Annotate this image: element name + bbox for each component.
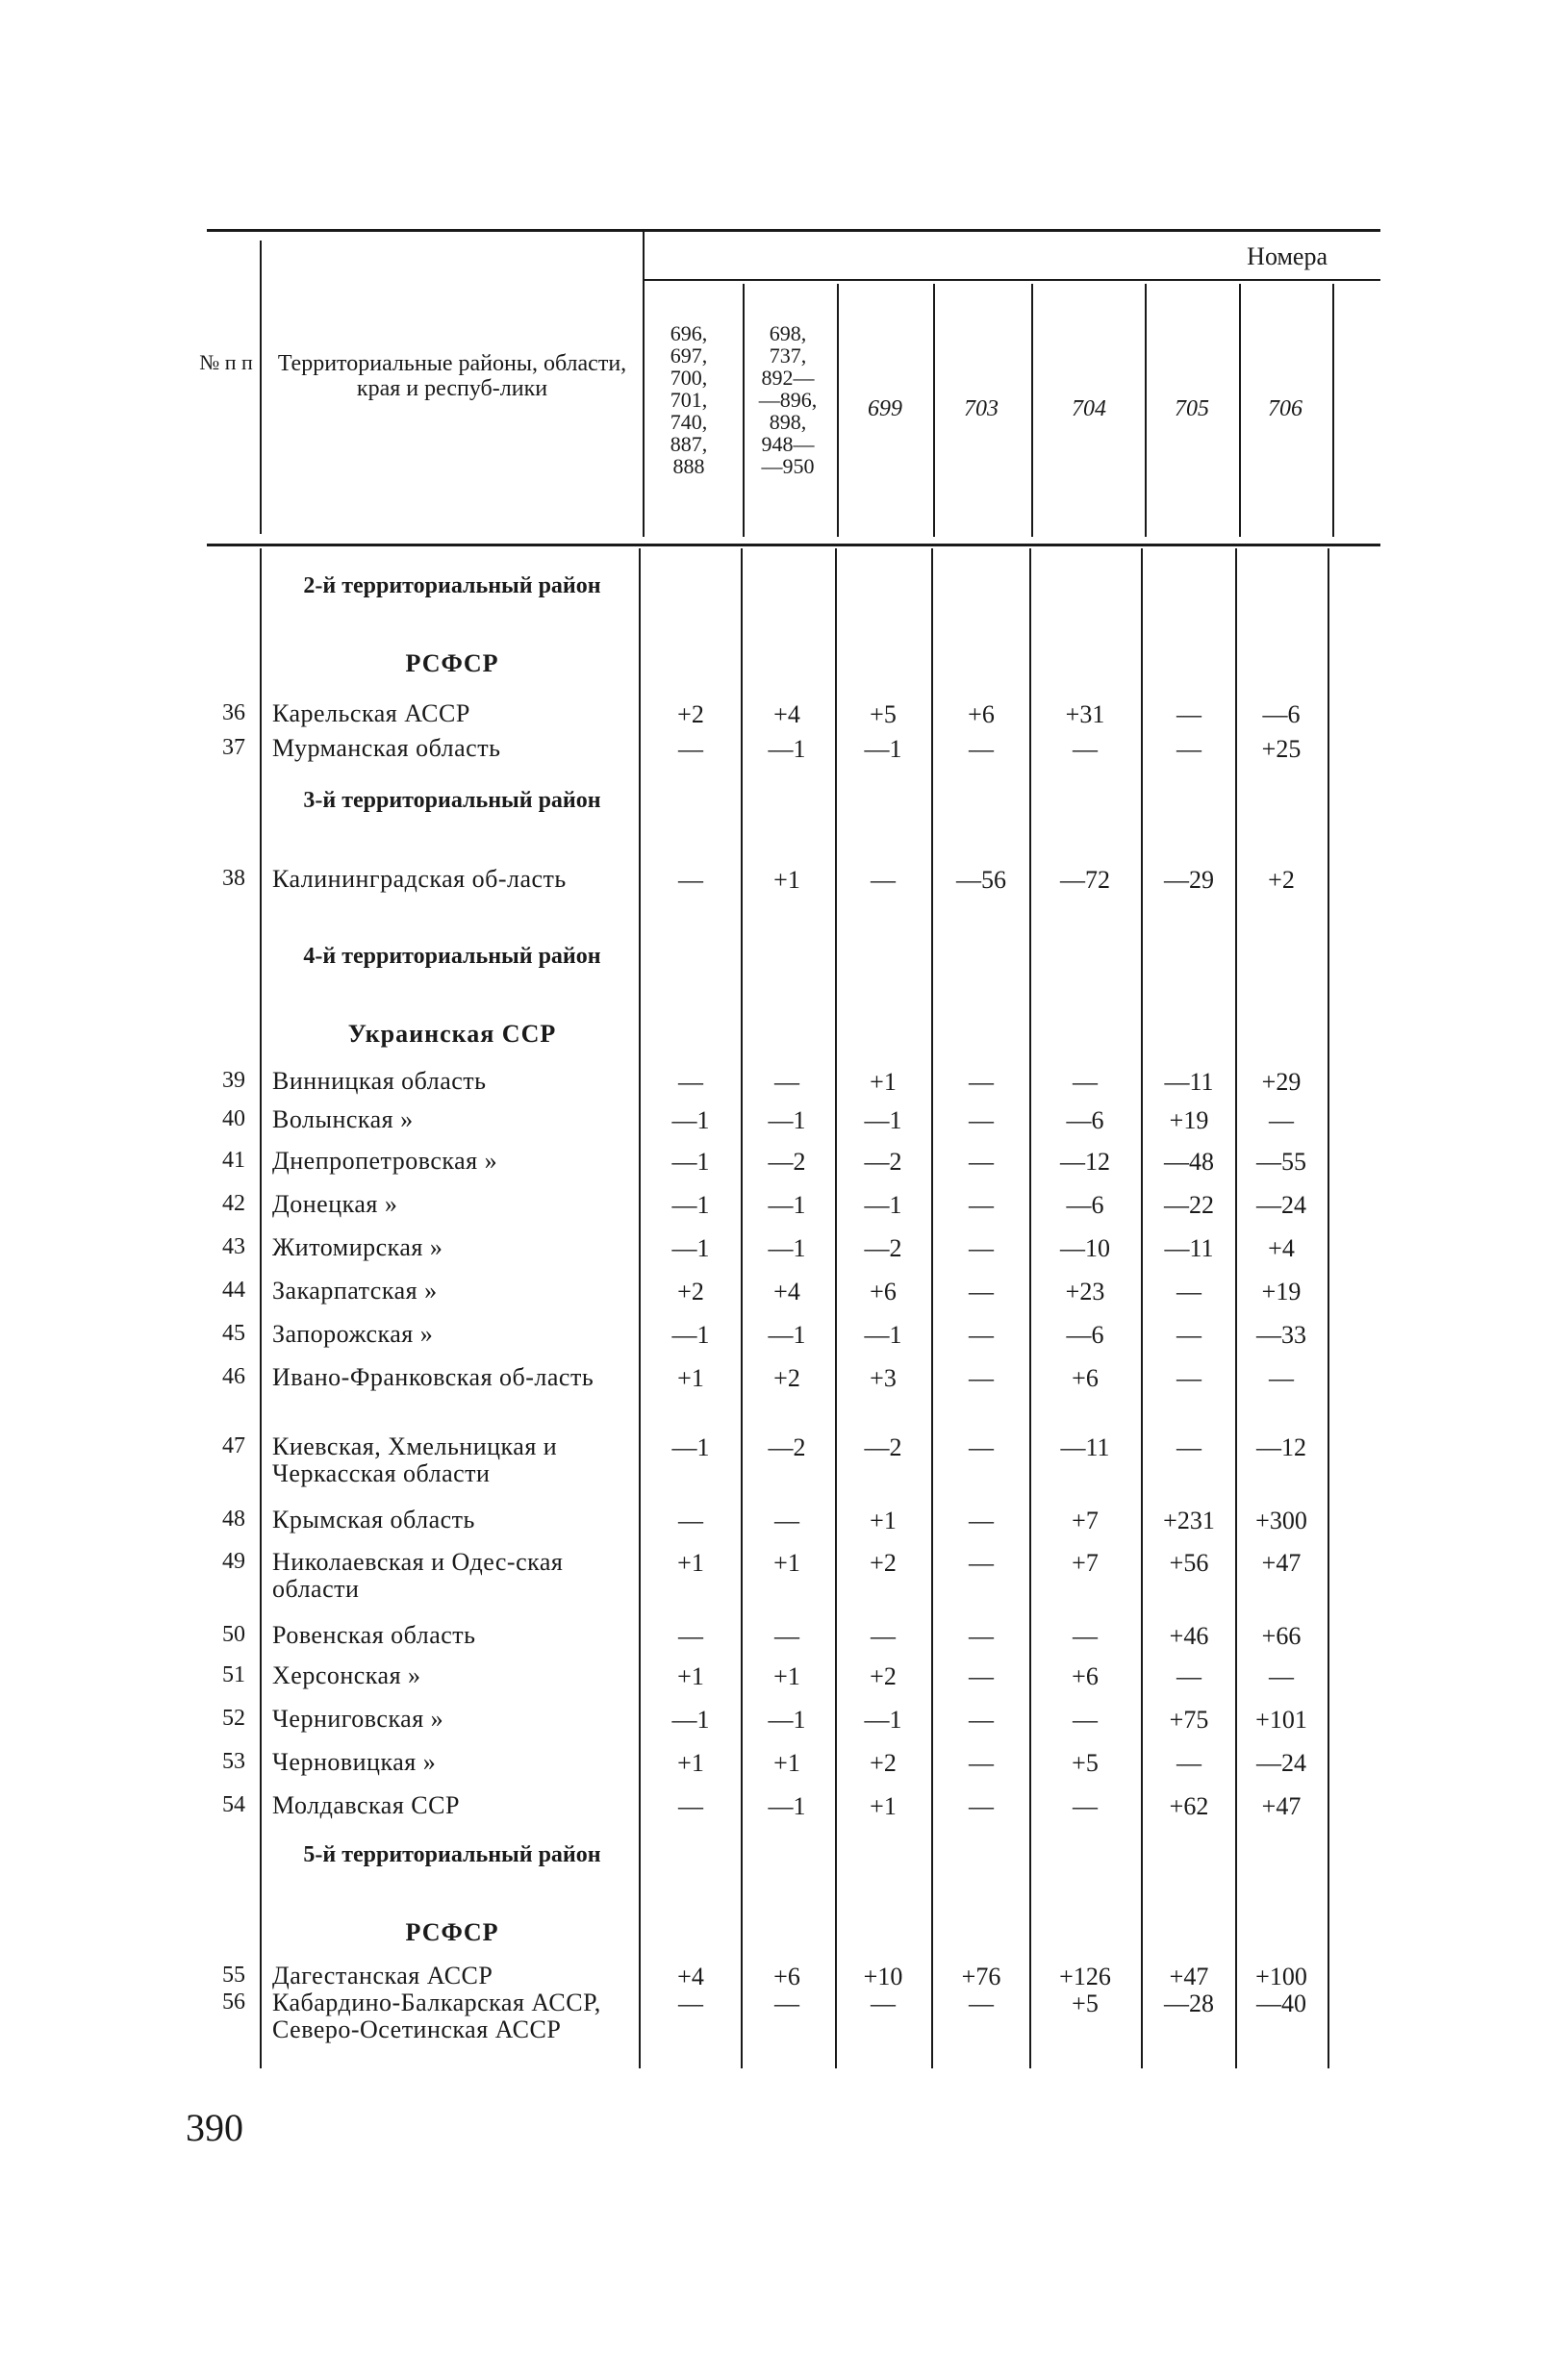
row-number: 42: [222, 1191, 245, 1216]
table-cell: —28: [1164, 1990, 1214, 2017]
table-cell: +23: [1065, 1278, 1105, 1305]
header-bottom-rule: [207, 544, 1380, 546]
table-cell: —: [969, 1433, 994, 1461]
table-cell: —: [1073, 735, 1098, 763]
row-number: 46: [222, 1364, 245, 1389]
group-header-rule: [645, 279, 1380, 281]
table-cell: —: [1176, 700, 1201, 728]
table-cell: —: [1269, 1364, 1294, 1392]
table-cell: —22: [1164, 1191, 1214, 1219]
table-cell: —1: [864, 1321, 902, 1349]
table-cell: +1: [870, 1792, 897, 1820]
table-cell: —6: [1262, 700, 1301, 728]
col-sep-4: [1031, 284, 1033, 537]
table-top-rule: [207, 229, 1380, 232]
group-header-label: Номера: [1247, 242, 1328, 270]
table-cell: +2: [677, 1278, 704, 1305]
table-cell: +126: [1059, 1963, 1111, 1990]
row-territory-name: Молдавская ССР: [272, 1791, 460, 1819]
row-number: 51: [222, 1662, 245, 1687]
table-cell: —: [969, 1549, 994, 1577]
col-sep-2: [837, 284, 839, 537]
body-sep-1: [741, 548, 743, 2068]
table-cell: +19: [1261, 1278, 1302, 1305]
table-cell: —: [678, 866, 703, 894]
table-cell: —: [678, 1990, 703, 2017]
table-cell: —2: [864, 1234, 902, 1262]
table-cell: —1: [768, 1706, 806, 1734]
row-number: 53: [222, 1749, 245, 1774]
section-sub-5: РСФСР: [405, 1918, 499, 1946]
table-cell: +7: [1072, 1507, 1099, 1534]
row-number: 43: [222, 1234, 245, 1259]
row-territory-name: Житомирская »: [272, 1233, 443, 1261]
table-cell: +2: [870, 1749, 897, 1777]
table-cell: +3: [870, 1364, 897, 1392]
row-territory-name: Дагестанская АССР: [272, 1962, 493, 1990]
table-cell: —: [871, 1990, 896, 2017]
page-number: 390: [186, 2106, 243, 2149]
table-cell: +4: [773, 1278, 800, 1305]
table-cell: +6: [773, 1963, 800, 1990]
table-cell: +1: [677, 1364, 704, 1392]
table-cell: —24: [1256, 1749, 1306, 1777]
row-number: 44: [222, 1278, 245, 1303]
column-header-4: 703: [964, 396, 999, 421]
row-territory-name: Крымская область: [272, 1506, 475, 1533]
table-cell: +2: [773, 1364, 800, 1392]
table-cell: —6: [1066, 1321, 1104, 1349]
body-sep-2: [835, 548, 837, 2068]
row-number: 56: [222, 1990, 245, 2015]
table-cell: +4: [773, 700, 800, 728]
table-cell: +4: [677, 1963, 704, 1990]
column-header-3: 699: [868, 396, 902, 421]
row-territory-name: Кабардино-Балкарская АССР, Северо-Осетинская АССР: [272, 1989, 601, 2043]
table-cell: +31: [1065, 700, 1105, 728]
table-cell: —: [678, 1507, 703, 1534]
row-territory-name: Винницкая область: [272, 1067, 487, 1095]
row-number: 50: [222, 1622, 245, 1647]
table-cell: —: [969, 1662, 994, 1690]
col-sep-6: [1239, 284, 1241, 537]
table-cell: —40: [1256, 1990, 1306, 2017]
table-cell: +47: [1261, 1792, 1302, 1820]
table-cell: +47: [1261, 1549, 1302, 1577]
table-cell: —: [1176, 1749, 1201, 1777]
body-sep-5: [1141, 548, 1143, 2068]
table-cell: +100: [1255, 1963, 1307, 1990]
col-sep-1: [743, 284, 745, 537]
row-territory-name: Днепропетровская »: [272, 1147, 498, 1175]
table-cell: +1: [773, 1662, 800, 1690]
table-cell: +1: [870, 1507, 897, 1534]
table-cell: —1: [671, 1321, 710, 1349]
table-cell: +5: [1072, 1749, 1099, 1777]
row-number: 36: [222, 700, 245, 725]
row-number: 40: [222, 1106, 245, 1131]
col-sep-7: [1332, 284, 1334, 537]
table-cell: +1: [677, 1662, 704, 1690]
row-territory-name: Херсонская »: [272, 1661, 421, 1689]
table-cell: +1: [677, 1549, 704, 1577]
table-cell: —6: [1066, 1191, 1104, 1219]
table-cell: —: [1269, 1662, 1294, 1690]
table-cell: +6: [1072, 1662, 1099, 1690]
body-sep-terr: [639, 548, 641, 2068]
table-cell: —1: [768, 1321, 806, 1349]
col-sep-terr: [643, 231, 645, 537]
table-cell: —: [969, 1106, 994, 1134]
table-cell: —1: [864, 735, 902, 763]
row-territory-name: Запорожская »: [272, 1320, 434, 1348]
table-cell: +25: [1261, 735, 1302, 763]
table-cell: —1: [671, 1106, 710, 1134]
table-cell: —11: [1060, 1433, 1110, 1461]
table-cell: —1: [671, 1191, 710, 1219]
row-number: 52: [222, 1706, 245, 1731]
table-cell: —1: [671, 1706, 710, 1734]
table-cell: +101: [1255, 1706, 1307, 1734]
table-cell: —: [871, 866, 896, 894]
table-cell: +6: [1072, 1364, 1099, 1392]
row-territory-name: Донецкая »: [272, 1190, 398, 1218]
table-cell: —1: [671, 1433, 710, 1461]
row-territory-name: Ивано-Франковская об-ласть: [272, 1363, 594, 1391]
table-cell: —6: [1066, 1106, 1104, 1134]
table-cell: +1: [773, 1549, 800, 1577]
table-cell: —: [1176, 1662, 1201, 1690]
table-cell: —72: [1060, 866, 1110, 894]
table-cell: —: [969, 1148, 994, 1176]
row-number: 41: [222, 1148, 245, 1173]
column-header-5: 704: [1072, 396, 1106, 421]
table-cell: —: [1073, 1792, 1098, 1820]
table-cell: —: [774, 1990, 799, 2017]
section-title-3: 3-й территориальный район: [303, 788, 601, 813]
table-cell: +4: [1268, 1234, 1295, 1262]
row-territory-name: Закарпатская »: [272, 1277, 438, 1305]
table-cell: —: [774, 1507, 799, 1534]
table-cell: —: [969, 1990, 994, 2017]
column-header-7: 706: [1268, 396, 1302, 421]
table-cell: —: [969, 1234, 994, 1262]
table-cell: +6: [968, 700, 995, 728]
row-number: 37: [222, 735, 245, 760]
row-territory-name: Черниговская »: [272, 1705, 444, 1733]
table-cell: —: [1176, 1433, 1201, 1461]
row-territory-name: Мурманская область: [272, 734, 501, 762]
body-sep-6: [1235, 548, 1237, 2068]
table-cell: —: [969, 1706, 994, 1734]
table-cell: +76: [961, 1963, 1001, 1990]
table-cell: —: [871, 1622, 896, 1650]
row-territory-name: Николаевская и Одес-ская области: [272, 1548, 564, 1603]
row-territory-name: Карельская АССР: [272, 699, 470, 727]
section-sub-4: Украинская ССР: [347, 1020, 557, 1048]
table-cell: —: [969, 1792, 994, 1820]
table-cell: —: [678, 1792, 703, 1820]
table-cell: +2: [870, 1549, 897, 1577]
section-title-2: 2-й территориальный район: [303, 573, 601, 598]
column-header-1: 696, 697, 700, 701, 740, 887, 888: [670, 321, 708, 478]
table-cell: —: [678, 1068, 703, 1096]
table-cell: —1: [671, 1234, 710, 1262]
row-territory-name: Черновицкая »: [272, 1748, 437, 1776]
table-cell: —: [678, 1622, 703, 1650]
table-cell: —2: [768, 1433, 806, 1461]
table-cell: —: [969, 1068, 994, 1096]
table-cell: —: [969, 1191, 994, 1219]
table-cell: —11: [1164, 1068, 1214, 1096]
table-cell: —56: [956, 866, 1006, 894]
table-cell: —1: [768, 1792, 806, 1820]
col-sep-3: [933, 284, 935, 537]
table-cell: —: [969, 1622, 994, 1650]
table-cell: +2: [1268, 866, 1295, 894]
body-sep-7: [1328, 548, 1329, 2068]
table-cell: —: [1176, 1321, 1201, 1349]
body-sep-3: [931, 548, 933, 2068]
table-cell: —12: [1256, 1433, 1306, 1461]
table-cell: +19: [1169, 1106, 1209, 1134]
column-header-6: 705: [1175, 396, 1209, 421]
table-cell: —: [1269, 1106, 1294, 1134]
row-number: 48: [222, 1507, 245, 1532]
body-sep-4: [1029, 548, 1031, 2068]
row-number: 54: [222, 1792, 245, 1817]
table-cell: —1: [671, 1148, 710, 1176]
row-territory-name: Ровенская область: [272, 1621, 476, 1649]
row-number: 38: [222, 866, 245, 891]
body-sep-num: [260, 548, 262, 2068]
table-cell: —12: [1060, 1148, 1110, 1176]
table-cell: —2: [864, 1148, 902, 1176]
table-cell: +1: [773, 1749, 800, 1777]
table-cell: —1: [864, 1106, 902, 1134]
table-cell: +5: [1072, 1990, 1099, 2017]
table-cell: +46: [1169, 1622, 1209, 1650]
section-sub-2: РСФСР: [405, 649, 499, 677]
table-cell: +1: [870, 1068, 897, 1096]
table-cell: —: [969, 735, 994, 763]
table-cell: —: [678, 735, 703, 763]
table-cell: —: [969, 1364, 994, 1392]
col-sep-num: [260, 241, 262, 534]
table-cell: —2: [864, 1433, 902, 1461]
territory-header: Территориальные районы, области, края и респуб-лики: [277, 351, 627, 401]
table-cell: +5: [870, 700, 897, 728]
table-cell: —: [1073, 1706, 1098, 1734]
table-cell: —: [969, 1507, 994, 1534]
table-cell: —: [1176, 735, 1201, 763]
table-cell: —1: [768, 1191, 806, 1219]
table-cell: —10: [1060, 1234, 1110, 1262]
row-number: 39: [222, 1068, 245, 1093]
table-cell: +6: [870, 1278, 897, 1305]
table-cell: +75: [1169, 1706, 1209, 1734]
table-cell: +10: [863, 1963, 903, 1990]
table-cell: —33: [1256, 1321, 1306, 1349]
table-cell: +231: [1163, 1507, 1215, 1534]
table-cell: +1: [677, 1749, 704, 1777]
section-title-4: 4-й территориальный район: [303, 944, 601, 969]
table-cell: +1: [773, 866, 800, 894]
table-cell: —1: [864, 1191, 902, 1219]
row-number: 55: [222, 1963, 245, 1988]
table-cell: —2: [768, 1148, 806, 1176]
table-cell: —: [969, 1749, 994, 1777]
column-header-2: 698, 737, 892— —896, 898, 948— —950: [758, 321, 818, 478]
table-cell: —1: [768, 735, 806, 763]
table-cell: +62: [1169, 1792, 1209, 1820]
table-cell: +7: [1072, 1549, 1099, 1577]
table-cell: —24: [1256, 1191, 1306, 1219]
table-cell: —55: [1256, 1148, 1306, 1176]
table-cell: +29: [1261, 1068, 1302, 1096]
table-cell: +2: [677, 700, 704, 728]
table-cell: —48: [1164, 1148, 1214, 1176]
table-cell: —: [969, 1321, 994, 1349]
table-cell: —: [774, 1068, 799, 1096]
table-cell: +47: [1169, 1963, 1209, 1990]
table-cell: —: [1176, 1278, 1201, 1305]
row-number: 45: [222, 1321, 245, 1346]
table-cell: —11: [1164, 1234, 1214, 1262]
table-cell: +56: [1169, 1549, 1209, 1577]
row-territory-name: Волынская »: [272, 1105, 414, 1133]
row-number: 47: [222, 1433, 245, 1458]
table-cell: —1: [768, 1234, 806, 1262]
table-cell: —: [1073, 1622, 1098, 1650]
table-cell: +300: [1255, 1507, 1307, 1534]
row-territory-name: Калининградская об-ласть: [272, 865, 567, 893]
table-cell: +2: [870, 1662, 897, 1690]
row-number-header: № п п: [199, 350, 253, 374]
col-sep-5: [1145, 284, 1147, 537]
table-cell: —: [774, 1622, 799, 1650]
table-cell: —: [1176, 1364, 1201, 1392]
table-cell: —29: [1164, 866, 1214, 894]
row-territory-name: Киевская, Хмельницкая и Черкасская области: [272, 1432, 558, 1487]
row-number: 49: [222, 1549, 245, 1574]
table-cell: —: [1073, 1068, 1098, 1096]
table-cell: —1: [864, 1706, 902, 1734]
table-cell: +66: [1261, 1622, 1302, 1650]
section-title-5: 5-й территориальный район: [303, 1842, 601, 1867]
table-cell: —1: [768, 1106, 806, 1134]
table-cell: —: [969, 1278, 994, 1305]
